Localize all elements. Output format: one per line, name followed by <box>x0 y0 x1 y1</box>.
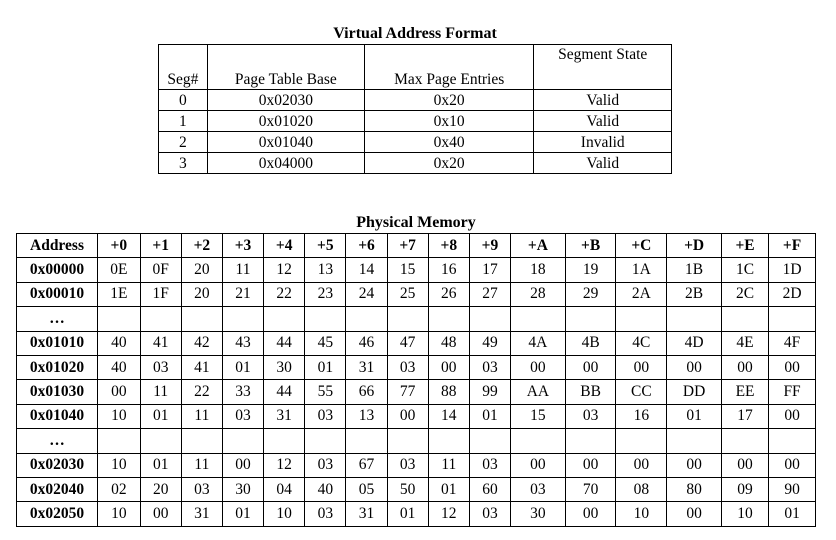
byte-cell: 42 <box>181 331 222 355</box>
byte-cell: 00 <box>769 453 816 477</box>
column-header: Max Page Entries <box>364 45 534 90</box>
byte-cell: 60 <box>469 477 510 501</box>
memory-row <box>17 429 816 453</box>
byte-cell: 49 <box>469 331 510 355</box>
byte-cell: 55 <box>305 380 346 404</box>
column-header: +6 <box>346 234 387 258</box>
memory-row <box>17 258 816 282</box>
byte-cell: 01 <box>222 502 263 526</box>
byte-cell <box>140 429 181 453</box>
byte-cell: 00 <box>387 404 428 428</box>
byte-cell <box>721 307 768 331</box>
byte-cell: DD <box>667 380 722 404</box>
byte-cell: 03 <box>469 502 510 526</box>
byte-cell: 10 <box>616 502 667 526</box>
column-header: +E <box>721 234 768 258</box>
virtual-address-format-title: Virtual Address Format <box>333 25 497 42</box>
byte-cell: 20 <box>140 477 181 501</box>
byte-cell: 03 <box>469 453 510 477</box>
byte-cell: 15 <box>387 258 428 282</box>
byte-cell: 2D <box>769 282 816 306</box>
byte-cell: 2A <box>616 282 667 306</box>
byte-cell: 11 <box>181 453 222 477</box>
byte-cell: 00 <box>98 380 141 404</box>
byte-cell: 00 <box>140 502 181 526</box>
address-cell: 0x01020 <box>17 355 98 379</box>
byte-cell: 4D <box>667 331 722 355</box>
byte-cell: 1E <box>98 282 141 306</box>
byte-cell <box>181 307 222 331</box>
byte-cell: 4C <box>616 331 667 355</box>
byte-cell <box>565 429 616 453</box>
byte-cell: 00 <box>721 453 768 477</box>
byte-cell <box>667 307 722 331</box>
virtual-address-format-table <box>158 44 672 174</box>
column-header: +5 <box>305 234 346 258</box>
table-cell: 0x01020 <box>207 111 364 132</box>
table-cell: 0x01040 <box>207 132 364 153</box>
byte-cell: 26 <box>428 282 469 306</box>
byte-cell <box>469 429 510 453</box>
byte-cell: 22 <box>181 380 222 404</box>
byte-cell: 4E <box>721 331 768 355</box>
byte-cell: 17 <box>721 404 768 428</box>
byte-cell <box>222 429 263 453</box>
byte-cell: 1F <box>140 282 181 306</box>
byte-cell: FF <box>769 380 816 404</box>
memory-row <box>17 307 816 331</box>
table-cell: Valid <box>534 90 672 111</box>
byte-cell: 16 <box>616 404 667 428</box>
address-cell: … <box>17 307 98 331</box>
byte-cell <box>511 429 566 453</box>
byte-cell <box>511 307 566 331</box>
byte-cell: 28 <box>511 282 566 306</box>
byte-cell: 08 <box>616 477 667 501</box>
byte-cell: 47 <box>387 331 428 355</box>
byte-cell <box>305 307 346 331</box>
byte-cell <box>428 307 469 331</box>
byte-cell: 46 <box>346 331 387 355</box>
byte-cell <box>616 429 667 453</box>
byte-cell: 44 <box>264 331 305 355</box>
byte-cell: 4B <box>565 331 616 355</box>
byte-cell: 27 <box>469 282 510 306</box>
byte-cell: EE <box>721 380 768 404</box>
table-cell: 0 <box>159 90 208 111</box>
byte-cell: 00 <box>667 453 722 477</box>
byte-cell: 40 <box>98 331 141 355</box>
table-row <box>159 132 672 153</box>
byte-cell: 44 <box>264 380 305 404</box>
memory-row <box>17 404 816 428</box>
byte-cell: 19 <box>565 258 616 282</box>
byte-cell: 11 <box>428 453 469 477</box>
byte-cell <box>140 307 181 331</box>
byte-cell: 80 <box>667 477 722 501</box>
byte-cell: 00 <box>428 355 469 379</box>
byte-cell: 24 <box>346 282 387 306</box>
byte-cell: 03 <box>565 404 616 428</box>
byte-cell <box>346 429 387 453</box>
memory-row <box>17 355 816 379</box>
byte-cell: 2C <box>721 282 768 306</box>
byte-cell: 41 <box>181 355 222 379</box>
byte-cell: 22 <box>264 282 305 306</box>
byte-cell: 00 <box>667 355 722 379</box>
byte-cell: 29 <box>565 282 616 306</box>
byte-cell <box>667 429 722 453</box>
byte-cell: 03 <box>140 355 181 379</box>
memory-row <box>17 502 816 526</box>
byte-cell <box>387 307 428 331</box>
table-header-row <box>17 234 816 258</box>
column-header: +0 <box>98 234 141 258</box>
column-header: +4 <box>264 234 305 258</box>
byte-cell: AA <box>511 380 566 404</box>
byte-cell: 31 <box>181 502 222 526</box>
table-cell: 2 <box>159 132 208 153</box>
byte-cell: 03 <box>469 355 510 379</box>
byte-cell: 01 <box>667 404 722 428</box>
column-header: +9 <box>469 234 510 258</box>
byte-cell: 10 <box>98 502 141 526</box>
byte-cell: BB <box>565 380 616 404</box>
byte-cell: 67 <box>346 453 387 477</box>
byte-cell: 0F <box>140 258 181 282</box>
byte-cell: 00 <box>222 453 263 477</box>
address-cell: … <box>17 429 98 453</box>
byte-cell: 17 <box>469 258 510 282</box>
byte-cell: 1B <box>667 258 722 282</box>
byte-cell <box>98 307 141 331</box>
byte-cell: 11 <box>222 258 263 282</box>
byte-cell <box>721 429 768 453</box>
byte-cell <box>769 307 816 331</box>
byte-cell: 03 <box>511 477 566 501</box>
column-header: +F <box>769 234 816 258</box>
byte-cell: 13 <box>346 404 387 428</box>
byte-cell: 00 <box>565 355 616 379</box>
byte-cell: 77 <box>387 380 428 404</box>
table-cell: 0x04000 <box>207 153 364 174</box>
address-cell: 0x01040 <box>17 404 98 428</box>
byte-cell: 12 <box>264 453 305 477</box>
byte-cell: 40 <box>305 477 346 501</box>
byte-cell: 23 <box>305 282 346 306</box>
column-header: Page Table Base <box>207 45 364 90</box>
byte-cell: 00 <box>565 453 616 477</box>
byte-cell: 0E <box>98 258 141 282</box>
memory-row <box>17 282 816 306</box>
byte-cell: 03 <box>305 502 346 526</box>
byte-cell: 4F <box>769 331 816 355</box>
byte-cell: 03 <box>181 477 222 501</box>
byte-cell: 00 <box>616 453 667 477</box>
byte-cell <box>387 429 428 453</box>
byte-cell: 03 <box>387 453 428 477</box>
table-header-row <box>159 45 672 90</box>
byte-cell: 11 <box>181 404 222 428</box>
byte-cell <box>264 429 305 453</box>
byte-cell: 14 <box>428 404 469 428</box>
byte-cell <box>222 307 263 331</box>
byte-cell <box>181 429 222 453</box>
byte-cell <box>428 429 469 453</box>
table-cell: 1 <box>159 111 208 132</box>
address-cell: 0x00000 <box>17 258 98 282</box>
byte-cell: CC <box>616 380 667 404</box>
table-cell: 0x20 <box>364 153 534 174</box>
address-cell: 0x01030 <box>17 380 98 404</box>
column-header: +2 <box>181 234 222 258</box>
byte-cell: 03 <box>305 453 346 477</box>
address-cell: 0x01010 <box>17 331 98 355</box>
byte-cell: 10 <box>98 453 141 477</box>
byte-cell: 70 <box>565 477 616 501</box>
byte-cell: 01 <box>387 502 428 526</box>
address-cell: 0x02040 <box>17 477 98 501</box>
byte-cell: 00 <box>511 355 566 379</box>
byte-cell: 50 <box>387 477 428 501</box>
byte-cell: 00 <box>769 355 816 379</box>
byte-cell: 10 <box>721 502 768 526</box>
byte-cell: 10 <box>98 404 141 428</box>
physical-memory-table <box>16 233 816 527</box>
byte-cell: 01 <box>140 453 181 477</box>
column-header: +8 <box>428 234 469 258</box>
byte-cell: 01 <box>769 502 816 526</box>
byte-cell: 88 <box>428 380 469 404</box>
table-cell: 0x02030 <box>207 90 364 111</box>
byte-cell: 01 <box>222 355 263 379</box>
table-cell: 0x10 <box>364 111 534 132</box>
byte-cell: 31 <box>346 355 387 379</box>
byte-cell: 00 <box>565 502 616 526</box>
column-header: Seg# <box>159 45 208 90</box>
table-cell: 0x20 <box>364 90 534 111</box>
physical-memory-title: Physical Memory <box>356 214 476 231</box>
byte-cell: 18 <box>511 258 566 282</box>
byte-cell: 30 <box>511 502 566 526</box>
byte-cell: 01 <box>469 404 510 428</box>
column-header: Segment State <box>534 45 672 90</box>
byte-cell: 2B <box>667 282 722 306</box>
column-header: +A <box>511 234 566 258</box>
byte-cell: 40 <box>98 355 141 379</box>
address-cell: 0x02030 <box>17 453 98 477</box>
byte-cell <box>769 429 816 453</box>
byte-cell: 43 <box>222 331 263 355</box>
byte-cell: 25 <box>387 282 428 306</box>
byte-cell: 31 <box>346 502 387 526</box>
byte-cell: 1D <box>769 258 816 282</box>
byte-cell: 45 <box>305 331 346 355</box>
byte-cell <box>565 307 616 331</box>
byte-cell: 13 <box>305 258 346 282</box>
byte-cell: 10 <box>264 502 305 526</box>
memory-row <box>17 331 816 355</box>
memory-row <box>17 453 816 477</box>
address-cell: 0x00010 <box>17 282 98 306</box>
byte-cell: 20 <box>181 282 222 306</box>
byte-cell: 00 <box>667 502 722 526</box>
table-cell: 3 <box>159 153 208 174</box>
byte-cell <box>469 307 510 331</box>
byte-cell: 09 <box>721 477 768 501</box>
byte-cell: 00 <box>769 404 816 428</box>
byte-cell: 01 <box>305 355 346 379</box>
byte-cell: 01 <box>428 477 469 501</box>
byte-cell: 03 <box>305 404 346 428</box>
table-row <box>159 90 672 111</box>
byte-cell: 90 <box>769 477 816 501</box>
column-header: +1 <box>140 234 181 258</box>
byte-cell: 12 <box>428 502 469 526</box>
byte-cell: 33 <box>222 380 263 404</box>
byte-cell: 03 <box>222 404 263 428</box>
byte-cell: 00 <box>616 355 667 379</box>
table-row <box>159 153 672 174</box>
column-header: +C <box>616 234 667 258</box>
byte-cell: 21 <box>222 282 263 306</box>
byte-cell: 11 <box>140 380 181 404</box>
column-header: +7 <box>387 234 428 258</box>
byte-cell: 20 <box>181 258 222 282</box>
memory-row <box>17 380 816 404</box>
byte-cell: 01 <box>140 404 181 428</box>
byte-cell <box>305 429 346 453</box>
byte-cell: 02 <box>98 477 141 501</box>
byte-cell: 14 <box>346 258 387 282</box>
byte-cell: 48 <box>428 331 469 355</box>
byte-cell: 30 <box>264 355 305 379</box>
byte-cell: 1C <box>721 258 768 282</box>
byte-cell: 1A <box>616 258 667 282</box>
column-header: +3 <box>222 234 263 258</box>
byte-cell: 99 <box>469 380 510 404</box>
byte-cell: 16 <box>428 258 469 282</box>
byte-cell: 30 <box>222 477 263 501</box>
byte-cell: 04 <box>264 477 305 501</box>
memory-row <box>17 477 816 501</box>
byte-cell <box>98 429 141 453</box>
column-header: +B <box>565 234 616 258</box>
table-cell: Valid <box>534 153 672 174</box>
column-header: +D <box>667 234 722 258</box>
byte-cell <box>346 307 387 331</box>
column-header: Address <box>17 234 98 258</box>
byte-cell: 66 <box>346 380 387 404</box>
byte-cell: 4A <box>511 331 566 355</box>
byte-cell: 00 <box>511 453 566 477</box>
table-row <box>159 111 672 132</box>
byte-cell <box>616 307 667 331</box>
byte-cell: 00 <box>721 355 768 379</box>
byte-cell: 12 <box>264 258 305 282</box>
table-cell: 0x40 <box>364 132 534 153</box>
byte-cell: 15 <box>511 404 566 428</box>
byte-cell: 05 <box>346 477 387 501</box>
byte-cell: 03 <box>387 355 428 379</box>
table-cell: Invalid <box>534 132 672 153</box>
table-cell: Valid <box>534 111 672 132</box>
byte-cell: 31 <box>264 404 305 428</box>
address-cell: 0x02050 <box>17 502 98 526</box>
byte-cell: 41 <box>140 331 181 355</box>
byte-cell <box>264 307 305 331</box>
